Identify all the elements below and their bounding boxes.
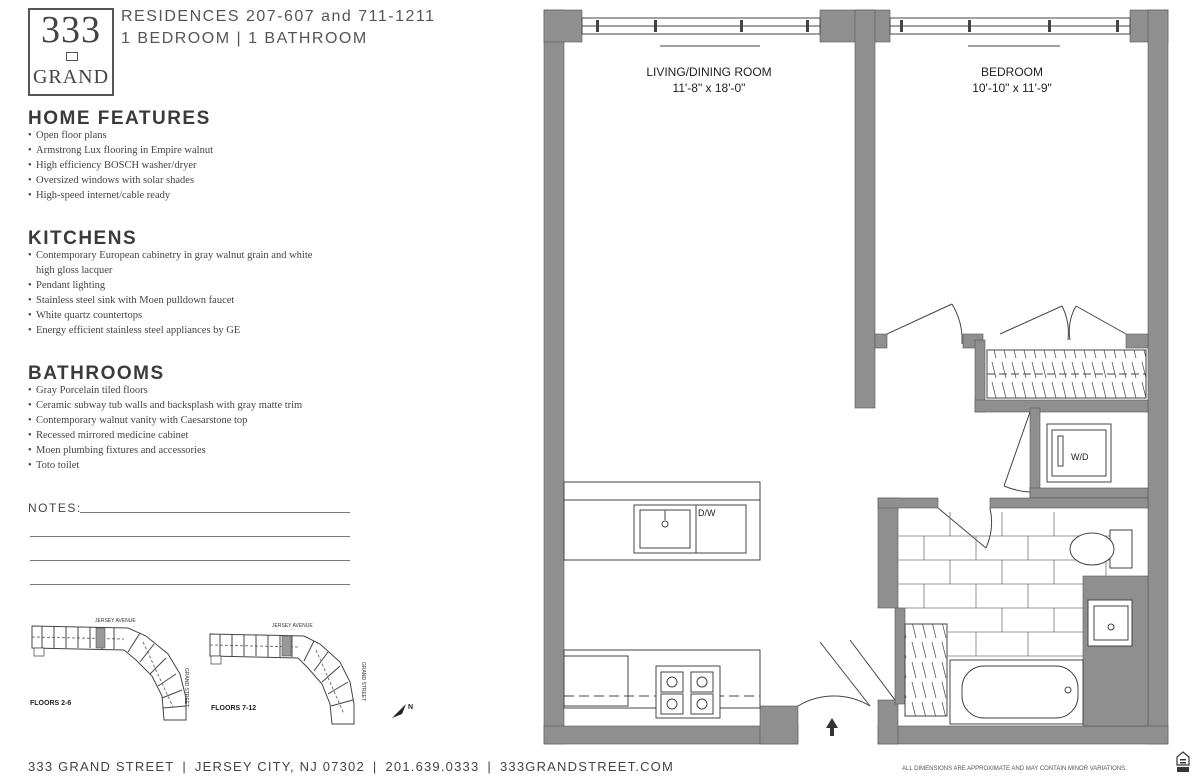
dishwasher-label: D/W xyxy=(698,508,716,518)
bathrooms-title: BATHROOMS xyxy=(28,363,165,384)
key-plan-avenue-label: JERSEY AVENUE xyxy=(272,623,313,629)
list-item: • Stainless steel sink with Moen pulldown faucet xyxy=(28,293,328,308)
list-item: • Open floor plans xyxy=(28,128,358,143)
list-item: • Toto toilet xyxy=(28,458,358,473)
list-item: • Pendant lighting xyxy=(28,278,328,293)
list-item: • Gray Porcelain tiled floors xyxy=(28,383,358,398)
living-room-name: LIVING/DINING ROOM xyxy=(646,65,772,79)
logo-number: 333 xyxy=(41,9,101,51)
equal-housing-icon xyxy=(1176,751,1190,773)
list-item: • White quartz countertops xyxy=(28,308,328,323)
kitchens-title: KITCHENS xyxy=(28,228,138,249)
disclaimer: ALL DIMENSIONS ARE APPROXIMATE AND MAY CONTAIN MINOR VARIATIONS. xyxy=(902,766,1127,772)
home-features-title: HOME FEATURES xyxy=(28,108,211,129)
footer-phone[interactable]: 201.639.0333 xyxy=(385,759,480,774)
residences-title: RESIDENCES 207-607 and 711-1211 xyxy=(121,8,436,25)
footer-address: 333 GRAND STREET xyxy=(28,759,175,774)
washer-dryer-label: W/D xyxy=(1071,452,1089,462)
key-plan-label: FLOORS 2-6 xyxy=(30,700,72,707)
list-item: • Energy efficient stainless steel appliances by GE xyxy=(28,323,328,338)
key-plan-avenue-label: JERSEY AVENUE xyxy=(95,618,136,624)
key-plan-street-label: GRAND STREET xyxy=(183,668,189,708)
unit-type: 1 BEDROOM | 1 BATHROOM xyxy=(121,30,368,47)
list-item: • Ceramic subway tub walls and backsplash with gray matte trim xyxy=(28,398,358,413)
list-item: • Moen plumbing fixtures and accessories xyxy=(28,443,358,458)
notes-label: NOTES: xyxy=(28,501,82,515)
footer-website[interactable]: 333GRANDSTREET.COM xyxy=(499,759,675,774)
key-plan-label: FLOORS 7-12 xyxy=(211,705,257,712)
list-item: • Armstrong Lux flooring in Empire walnut xyxy=(28,143,358,158)
footer-city: JERSEY CITY, NJ 07302 xyxy=(194,759,365,774)
list-item: • Contemporary walnut vanity with Caesarstone top xyxy=(28,413,358,428)
svg-text:N: N xyxy=(408,704,414,711)
list-item: • Contemporary European cabinetry in gray walnut grain and white high gloss lacquer xyxy=(28,248,328,278)
list-item: • Recessed mirrored medicine cabinet xyxy=(28,428,358,443)
living-room-dims: 11'-8" x 18'-0" xyxy=(672,81,746,95)
logo-word: GRAND xyxy=(32,66,110,88)
list-item: • High-speed internet/cable ready xyxy=(28,188,358,203)
key-plan-street-label: GRAND STREET xyxy=(360,662,366,702)
bedroom-name: BEDROOM xyxy=(980,65,1044,79)
bedroom-dims: 10'-10" x 11'-9" xyxy=(972,81,1052,95)
footer: 333 GRAND STREET | JERSEY CITY, NJ 07302 | 201.639.0333 | 333GRANDSTREET.COM xyxy=(28,759,675,774)
list-item: • High efficiency BOSCH washer/dryer xyxy=(28,158,358,173)
list-item: • Oversized windows with solar shades xyxy=(28,173,358,188)
